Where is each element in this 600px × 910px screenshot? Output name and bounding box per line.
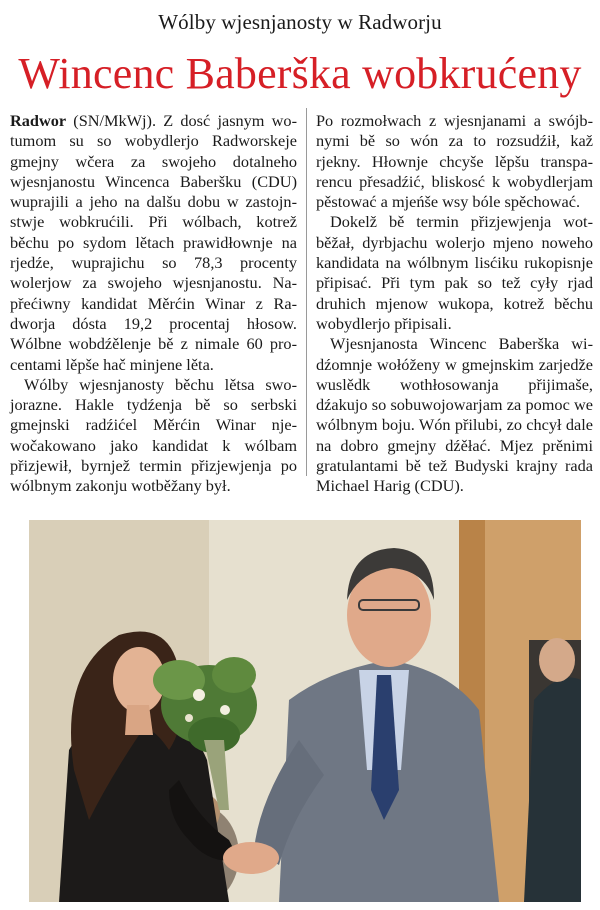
article-paragraph: Dokelž bě termin přizjewjenja wotběžał, dyrbjachu wolerjo mjeno noweho kandidata na wólbnym lisćiku rukopisnje připisać. Při tym pak so tež cyły rjad druhich mjenow wukopa, kotrež běchu wobydlerjo připisali.: [316, 212, 593, 333]
article-column-right: [316, 111, 593, 497]
photo-handshake: [223, 842, 279, 874]
photo-woman-neck: [125, 705, 153, 735]
article-paragraph: [10, 111, 297, 375]
article-kicker: Wólby wjesnjanosty w Radworju: [158, 10, 442, 34]
photo-right-person-head: [539, 638, 575, 682]
column-divider: [306, 108, 307, 476]
article-paragraph-text: (SN/MkWj). Z dosć jasnym wotumom su so wobydlerjo Radworskeje gmejny wčera za swojeho dotalneho wjesnjanostu Wincenca Baberšku (CDU) wuprajili a jeho na dalšu dobu w zastojnstwje wobkrućili. Při wólbach, kotrež běchu po sydom lětach prawidłownje na rjedźe, wuprajichu so 78,3 procenty wolerjow za swojeho wjesnjanostu. Napřećiwny kandidat Měrćin Winar z Radworja dósta 19,2 procentaj hłosow. Wólbne wobdźělenje bě z nimale 60 procentami lěpše hač minjene lěta.: [10, 111, 297, 374]
article-paragraph: Wólby wjesnjanosty běchu lětsa swojorazne. Hakle tydźenja bě so serbski gmejnski radźićel Měrćin Winar njewočakowano jako kandidat k wólbam přizjewił, byrnjež termin přizjewjenja po wólbnym zakonju wotběžany był.: [10, 374, 297, 496]
article-headline: Wincenc Baberška wobkrućeny: [18, 49, 582, 98]
article-photo: [29, 520, 581, 902]
article-paragraph: Po rozmołwach z wjesnjanami a swójbnymi bě so wón za to rozsudźił, kaž rjekny. Hłownje chcyše lěpšu transparencu přesadźić, bliskosć k wobydlerjam pěstować a mjeńše wsy bóle spěchować.: [316, 111, 593, 212]
article-paragraph: Wjesnjanosta Wincenc Baberška widźomnje wołóženy w gmejnskim zarjedže wuslědk wothłosowanja přijimaše, dźakujo so sobuwojowarjam za pomoc we wólbnym boju. Wón přilubi, zo chcył dale na dobro gmejny dźěłać. Mjez prěnimi gratulantami bě tež Budyski krajny rada Michael Harig (CDU).: [316, 334, 593, 496]
article-column-left: [10, 111, 297, 497]
article-dateline: Radwor: [10, 111, 67, 130]
